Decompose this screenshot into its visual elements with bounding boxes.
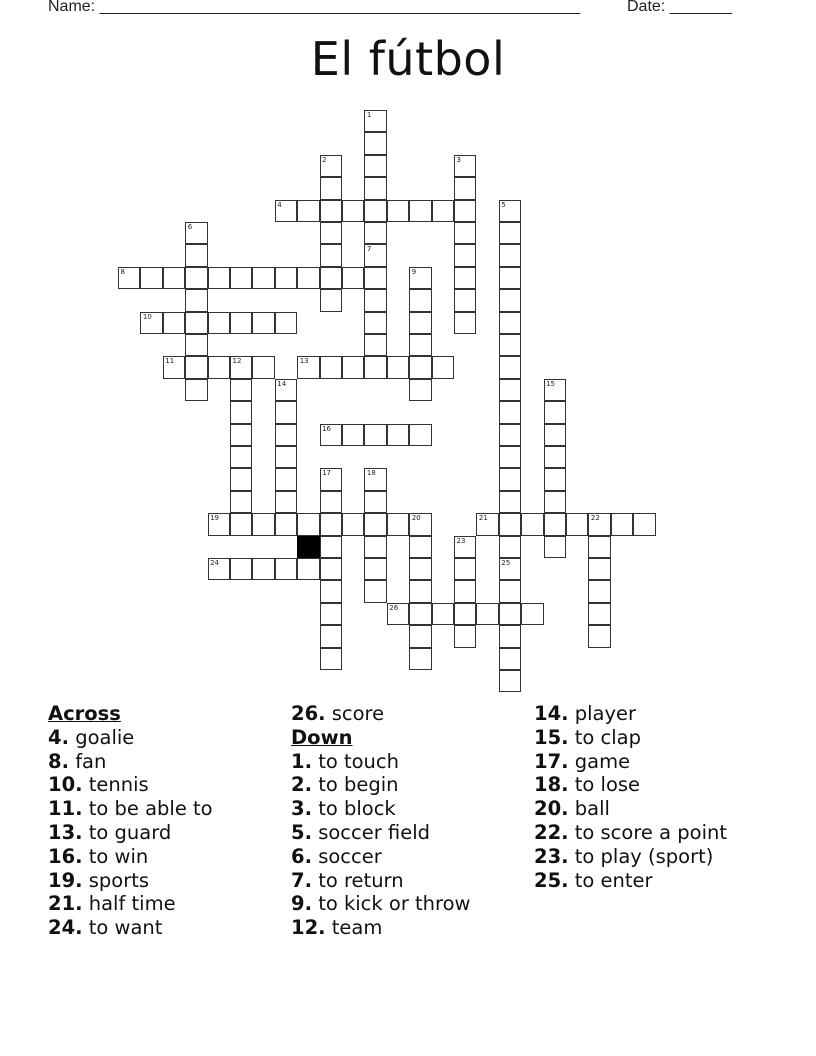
crossword-cell[interactable]	[297, 200, 319, 222]
clue-across	[48, 916, 213, 940]
clue-number: 23.	[534, 844, 569, 868]
crossword-cell[interactable]	[499, 468, 521, 490]
crossword-cell[interactable]	[499, 513, 521, 535]
crossword-cell[interactable]	[499, 312, 521, 334]
crossword-cell[interactable]	[208, 312, 230, 334]
crossword-cell[interactable]	[230, 267, 252, 289]
crossword-cell[interactable]	[633, 513, 655, 535]
crossword-cell[interactable]	[544, 401, 566, 423]
crossword-cell[interactable]	[230, 424, 252, 446]
crossword-cell[interactable]	[364, 334, 386, 356]
cell-number: 25	[501, 559, 511, 567]
crossword-black-cell	[297, 536, 319, 558]
crossword-cell[interactable]	[454, 289, 476, 311]
crossword-cell[interactable]	[230, 446, 252, 468]
crossword-cell[interactable]	[185, 267, 207, 289]
clue-across	[48, 821, 213, 845]
clue-down	[534, 750, 727, 774]
clue-number: 8.	[48, 749, 69, 773]
cell-number: 1	[366, 111, 372, 119]
clue-number: 16.	[48, 844, 83, 868]
crossword-cell[interactable]	[140, 267, 162, 289]
crossword-cell[interactable]	[320, 222, 342, 244]
crossword-cell[interactable]	[364, 200, 386, 222]
clue-number: 13.	[48, 820, 83, 844]
crossword-cell[interactable]	[387, 513, 409, 535]
clue-text: to kick or throw	[318, 892, 471, 916]
clue-down	[291, 750, 471, 774]
crossword-cell[interactable]	[252, 558, 274, 580]
cell-number: 17	[322, 469, 332, 478]
crossword-cell[interactable]	[499, 222, 521, 244]
cell-number: 21	[478, 514, 488, 523]
clue-text: to be able to	[88, 797, 213, 821]
crossword-cell[interactable]	[454, 625, 476, 647]
crossword-cell[interactable]	[544, 536, 566, 558]
crossword-cell[interactable]	[454, 603, 476, 625]
crossword-cell[interactable]	[275, 267, 297, 289]
clue-text: to return	[318, 868, 404, 892]
crossword-cell[interactable]	[364, 491, 386, 513]
crossword-cell[interactable]	[208, 267, 230, 289]
crossword-cell[interactable]	[320, 244, 342, 266]
clue-column-1	[48, 702, 213, 940]
clue-number: 3.	[291, 797, 312, 821]
crossword-cell[interactable]	[364, 580, 386, 602]
crossword-cell[interactable]	[320, 513, 342, 535]
crossword-cell[interactable]	[409, 267, 431, 289]
clue-text: sports	[88, 868, 150, 892]
crossword-cell[interactable]	[320, 491, 342, 513]
crossword-cell[interactable]	[499, 401, 521, 423]
crossword-cell[interactable]	[454, 558, 476, 580]
crossword-cell[interactable]	[499, 356, 521, 378]
clue-text: to guard	[88, 820, 172, 844]
crossword-cell[interactable]	[499, 446, 521, 468]
clue-down	[534, 773, 727, 797]
clue-number: 5.	[291, 820, 312, 844]
crossword-cell[interactable]	[297, 267, 319, 289]
cell-number: 3	[456, 155, 461, 164]
cell-number: 16	[322, 424, 332, 433]
crossword-cell[interactable]	[320, 648, 342, 670]
clue-across	[48, 750, 213, 774]
crossword-cell[interactable]	[409, 580, 431, 602]
clue-number: 18.	[534, 773, 569, 797]
crossword-cell[interactable]	[499, 267, 521, 289]
clue-down	[534, 869, 727, 893]
crossword-cell[interactable]	[185, 244, 207, 266]
crossword-cell[interactable]	[588, 580, 610, 602]
clue-column-2	[291, 702, 471, 940]
crossword-cell[interactable]	[432, 200, 454, 222]
clue-down	[291, 916, 471, 940]
crossword-cell[interactable]	[454, 267, 476, 289]
cell-number: 20	[411, 514, 421, 523]
clue-number: 2.	[291, 773, 312, 797]
clue-number: 14.	[534, 702, 569, 725]
crossword-cell[interactable]	[230, 513, 252, 535]
crossword-cell[interactable]	[208, 356, 230, 378]
clue-text: soccer	[318, 844, 382, 868]
crossword-cell[interactable]	[588, 603, 610, 625]
crossword-cell[interactable]	[275, 424, 297, 446]
clue-number: 12.	[291, 916, 326, 940]
crossword-cell[interactable]	[275, 200, 297, 222]
crossword-cell[interactable]	[364, 312, 386, 334]
clue-text: game	[574, 749, 631, 773]
crossword-cell[interactable]	[320, 536, 342, 558]
clue-down	[534, 797, 727, 821]
crossword-cell[interactable]	[297, 356, 319, 378]
clue-number: 26.	[291, 702, 326, 725]
clue-text: fan	[75, 749, 107, 773]
crossword-cell[interactable]	[454, 536, 476, 558]
clue-down	[291, 845, 471, 869]
crossword-cell[interactable]	[230, 312, 252, 334]
crossword-cell[interactable]	[588, 536, 610, 558]
crossword-cell[interactable]	[342, 267, 364, 289]
crossword-cell[interactable]	[185, 289, 207, 311]
crossword-cell[interactable]	[252, 312, 274, 334]
crossword-cell[interactable]	[275, 491, 297, 513]
across-heading: Across	[48, 702, 121, 725]
crossword-cell[interactable]	[544, 446, 566, 468]
crossword-cell[interactable]	[499, 536, 521, 558]
clue-text: half time	[88, 892, 176, 916]
crossword-cell[interactable]	[499, 670, 521, 692]
cell-number: 13	[299, 357, 309, 366]
clue-text: to block	[318, 797, 396, 821]
clue-number: 10.	[48, 773, 83, 797]
crossword-cell[interactable]	[476, 603, 498, 625]
crossword-cell[interactable]	[521, 603, 543, 625]
cell-number: 19	[210, 514, 220, 523]
crossword-cell[interactable]	[409, 312, 431, 334]
crossword-cell[interactable]	[499, 491, 521, 513]
crossword-cell[interactable]	[320, 468, 342, 490]
crossword-cell[interactable]	[140, 312, 162, 334]
cell-number: 22	[590, 514, 600, 523]
crossword-cell[interactable]	[364, 222, 386, 244]
crossword-cell[interactable]	[588, 513, 610, 535]
crossword-cell[interactable]	[297, 558, 319, 580]
clue-text: team	[331, 916, 383, 940]
clue-column-3	[534, 702, 727, 892]
crossword-cell[interactable]	[409, 379, 431, 401]
clue-number: 22.	[534, 820, 569, 844]
crossword-cell[interactable]	[454, 177, 476, 199]
clue-text: to touch	[318, 749, 399, 773]
crossword-cell[interactable]	[544, 513, 566, 535]
crossword-cell[interactable]	[499, 603, 521, 625]
crossword-cell[interactable]	[499, 558, 521, 580]
crossword-cell[interactable]	[118, 267, 140, 289]
crossword-cell[interactable]	[163, 267, 185, 289]
crossword-cell[interactable]	[275, 468, 297, 490]
crossword-cell[interactable]	[275, 446, 297, 468]
crossword-cell[interactable]	[320, 625, 342, 647]
cell-number: 23	[456, 536, 466, 545]
crossword-cell[interactable]	[588, 625, 610, 647]
clue-down	[534, 821, 727, 845]
cell-number: 26	[389, 603, 399, 612]
crossword-cell[interactable]	[499, 200, 521, 222]
clue-across	[48, 726, 213, 750]
clue-number: 6.	[291, 844, 312, 868]
crossword-cell[interactable]	[364, 558, 386, 580]
crossword-cell[interactable]	[230, 468, 252, 490]
crossword-cell[interactable]	[566, 513, 588, 535]
crossword-cell[interactable]	[320, 289, 342, 311]
crossword-cell[interactable]	[185, 379, 207, 401]
crossword-cell[interactable]	[364, 289, 386, 311]
crossword-cell[interactable]	[409, 603, 431, 625]
cell-number: 2	[322, 155, 327, 164]
crossword-cell[interactable]	[499, 625, 521, 647]
crossword-cell[interactable]	[454, 244, 476, 266]
crossword-cell[interactable]	[185, 222, 207, 244]
crossword-cell[interactable]	[230, 491, 252, 513]
crossword-cell[interactable]	[387, 200, 409, 222]
crossword-cell[interactable]	[544, 379, 566, 401]
clue-text: to clap	[574, 725, 641, 749]
clue-down	[291, 797, 471, 821]
crossword-cell[interactable]	[409, 625, 431, 647]
crossword-cell[interactable]	[409, 558, 431, 580]
clue-down	[291, 892, 471, 916]
crossword-cell[interactable]	[320, 200, 342, 222]
crossword-cell[interactable]	[409, 334, 431, 356]
crossword-cell[interactable]	[499, 289, 521, 311]
crossword-cell[interactable]	[521, 513, 543, 535]
clue-text: to score a point	[574, 820, 727, 844]
crossword-cell[interactable]	[364, 536, 386, 558]
date-field-line[interactable]: Date: _______	[627, 0, 732, 15]
clue-across	[48, 845, 213, 869]
crossword-cell[interactable]	[320, 155, 342, 177]
crossword-cell[interactable]	[320, 267, 342, 289]
crossword-cell[interactable]	[364, 110, 386, 132]
name-field-line[interactable]: Name: ______________________________________________________	[48, 0, 581, 15]
clue-text: player	[574, 702, 637, 725]
crossword-cell[interactable]	[275, 312, 297, 334]
crossword-cell[interactable]	[364, 177, 386, 199]
cell-number: 4	[277, 200, 282, 209]
cell-number: 5	[501, 200, 506, 209]
crossword-cell[interactable]	[342, 356, 364, 378]
cell-number: 6	[187, 223, 193, 231]
crossword-cell[interactable]	[544, 424, 566, 446]
crossword-cell[interactable]	[454, 155, 476, 177]
crossword-cell[interactable]	[499, 648, 521, 670]
cell-number: 18	[366, 469, 376, 478]
clue-number: 24.	[48, 916, 83, 940]
crossword-cell[interactable]	[364, 513, 386, 535]
crossword-cell[interactable]	[275, 513, 297, 535]
crossword-cell[interactable]	[320, 580, 342, 602]
crossword-cell[interactable]	[364, 155, 386, 177]
crossword-cell[interactable]	[588, 558, 610, 580]
clue-number: 25.	[534, 868, 569, 892]
crossword-cell[interactable]	[320, 603, 342, 625]
clue-text: goalie	[75, 725, 135, 749]
crossword-cell[interactable]	[432, 356, 454, 378]
clue-number: 15.	[534, 725, 569, 749]
crossword-cell[interactable]	[185, 334, 207, 356]
crossword-cell[interactable]	[409, 356, 431, 378]
cell-number: 9	[411, 267, 417, 276]
cell-number: 8	[120, 267, 125, 276]
crossword-cell[interactable]	[252, 267, 274, 289]
crossword-cell[interactable]	[320, 558, 342, 580]
crossword-cell[interactable]	[230, 356, 252, 378]
clue-text: tennis	[88, 773, 149, 797]
clue-text: to enter	[574, 868, 653, 892]
crossword-cell[interactable]	[499, 244, 521, 266]
clue-text: to win	[88, 844, 149, 868]
crossword-cell[interactable]	[611, 513, 633, 535]
clue-across	[48, 797, 213, 821]
clue-text: score	[331, 702, 385, 725]
clue-text: to want	[88, 916, 163, 940]
clue-down	[291, 869, 471, 893]
clue-number: 9.	[291, 892, 312, 916]
clue-across	[48, 773, 213, 797]
crossword-cell[interactable]	[409, 289, 431, 311]
crossword-cell[interactable]	[297, 513, 319, 535]
crossword-cell[interactable]	[364, 424, 386, 446]
clue-text: ball	[574, 797, 610, 821]
crossword-cell[interactable]	[454, 200, 476, 222]
clue-number: 17.	[534, 749, 569, 773]
crossword-cell[interactable]	[230, 558, 252, 580]
crossword-cell[interactable]	[320, 424, 342, 446]
crossword-cell[interactable]	[364, 244, 386, 266]
cell-number: 7	[366, 245, 372, 254]
cell-number: 14	[277, 379, 287, 388]
crossword-cell[interactable]	[275, 379, 297, 401]
crossword-cell[interactable]	[476, 513, 498, 535]
crossword-cell[interactable]	[499, 580, 521, 602]
clue-number: 11.	[48, 797, 83, 821]
clue-text: to play (sport)	[574, 844, 714, 868]
crossword-cell[interactable]	[163, 356, 185, 378]
crossword-cell[interactable]	[544, 468, 566, 490]
crossword-cell[interactable]	[230, 379, 252, 401]
crossword-cell[interactable]	[342, 424, 364, 446]
crossword-cell[interactable]	[320, 356, 342, 378]
clue-text: soccer field	[318, 820, 431, 844]
crossword-cell[interactable]	[185, 312, 207, 334]
clue-number: 20.	[534, 797, 569, 821]
cell-number: 12	[232, 357, 242, 366]
crossword-cell[interactable]	[252, 356, 274, 378]
crossword-cell[interactable]	[364, 468, 386, 490]
clue-down	[291, 821, 471, 845]
down-heading: Down	[291, 725, 353, 749]
crossword-cell[interactable]	[252, 513, 274, 535]
crossword-cell[interactable]	[208, 513, 230, 535]
crossword-cell[interactable]	[185, 356, 207, 378]
clue-across	[48, 892, 213, 916]
page-title: El fútbol	[310, 32, 506, 86]
crossword-cell[interactable]	[364, 132, 386, 154]
crossword-cell[interactable]	[409, 648, 431, 670]
crossword-cell[interactable]	[275, 558, 297, 580]
clue-down	[291, 773, 471, 797]
crossword-cell[interactable]	[499, 379, 521, 401]
clue-number: 7.	[291, 868, 312, 892]
crossword-cell[interactable]	[409, 424, 431, 446]
crossword-cell[interactable]	[409, 513, 431, 535]
crossword-cell[interactable]	[342, 513, 364, 535]
cell-number: 24	[210, 559, 220, 567]
clue-down	[534, 845, 727, 869]
crossword-cell[interactable]	[454, 222, 476, 244]
clue-text: to lose	[574, 773, 641, 797]
crossword-cell[interactable]	[454, 312, 476, 334]
clue-number: 1.	[291, 749, 312, 773]
crossword-cell[interactable]	[320, 177, 342, 199]
clue-number: 4.	[48, 725, 69, 749]
crossword-cell[interactable]	[208, 558, 230, 580]
crossword-cell[interactable]	[364, 267, 386, 289]
crossword-cell[interactable]	[544, 491, 566, 513]
cell-number: 11	[165, 357, 175, 366]
cell-number: 10	[142, 312, 152, 321]
clue-down	[534, 726, 727, 750]
clue-across	[48, 869, 213, 893]
crossword-cell[interactable]	[432, 603, 454, 625]
crossword-cell[interactable]	[499, 334, 521, 356]
crossword-cell[interactable]	[275, 401, 297, 423]
clue-down	[534, 702, 727, 726]
cell-number: 15	[546, 379, 556, 388]
crossword-cell[interactable]	[230, 401, 252, 423]
crossword-cell[interactable]	[387, 356, 409, 378]
crossword-cell[interactable]	[409, 536, 431, 558]
crossword-cell[interactable]	[499, 424, 521, 446]
crossword-cell[interactable]	[454, 580, 476, 602]
clue-number: 19.	[48, 868, 83, 892]
crossword-cell[interactable]	[387, 424, 409, 446]
clue-text: to begin	[318, 773, 399, 797]
crossword-cell[interactable]	[409, 200, 431, 222]
crossword-cell[interactable]	[387, 603, 409, 625]
crossword-cell[interactable]	[342, 200, 364, 222]
clue-number: 21.	[48, 892, 83, 916]
crossword-cell[interactable]	[163, 312, 185, 334]
clue-across	[291, 702, 471, 726]
crossword-cell[interactable]	[364, 356, 386, 378]
